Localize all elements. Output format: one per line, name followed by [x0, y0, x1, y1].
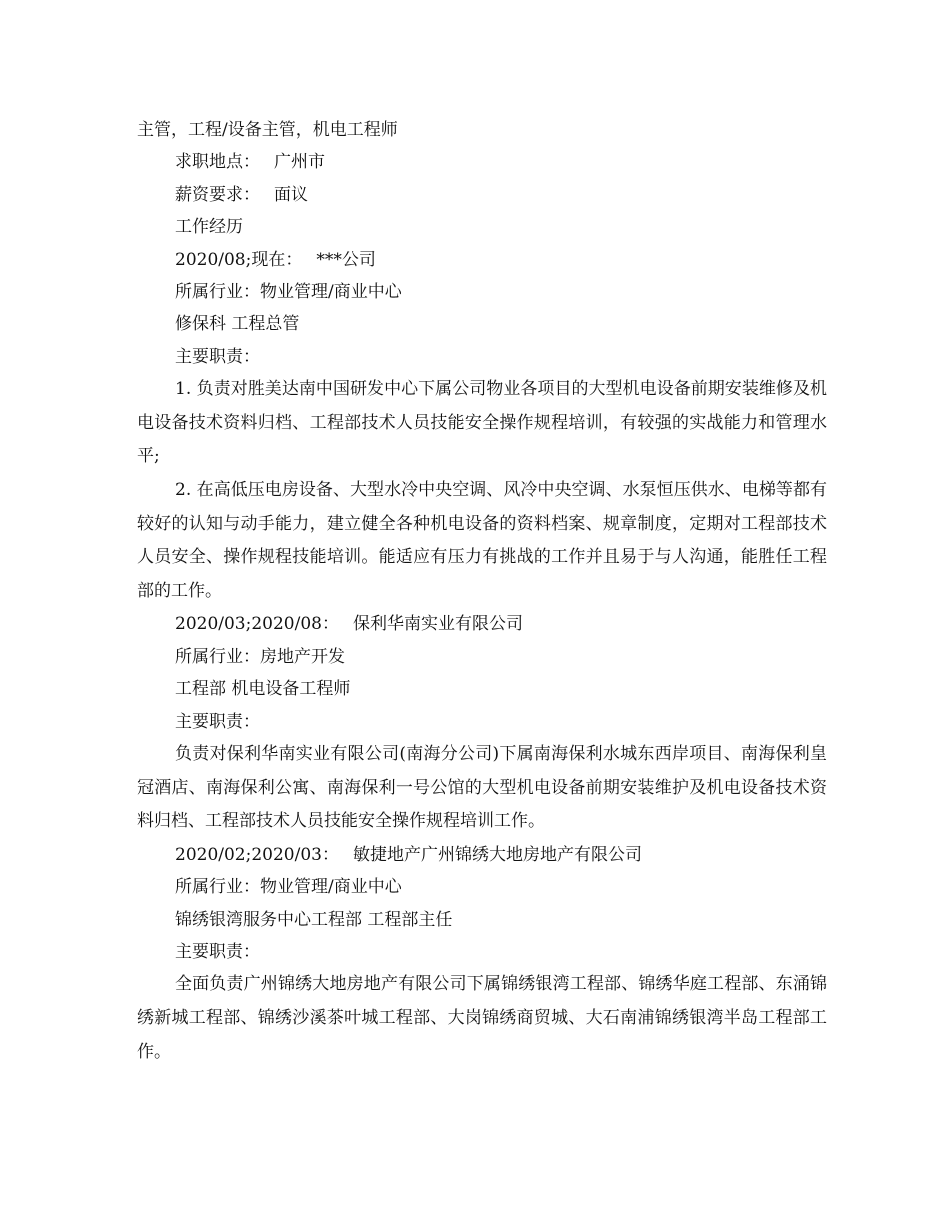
job-location-label: 求职地点： — [175, 152, 260, 173]
job3-period: 2020/02;2020/03： — [175, 844, 339, 865]
job2-duties-label: 主要职责： — [175, 711, 260, 732]
job3-period-line — [137, 839, 827, 871]
section-work-experience: 工作经历 — [175, 217, 243, 238]
job3-industry: 所属行业：物业管理/商业中心 — [175, 877, 402, 898]
job1-industry: 所属行业：物业管理/商业中心 — [175, 282, 402, 303]
salary-label: 薪资要求： — [175, 184, 260, 205]
job1-period: 2020/08;现在： — [175, 249, 303, 270]
job2-duty: 负责对保利华南实业有限公司(南海分公司)下属南海保利水城东西岸项目、南海保利皇冠酒店、南海保利公寓、南海保利一号公馆的大型机电设备前期安装维护及机电设备技术资料归档、工程部技术人员技能安全操作规程培训工作。 — [137, 744, 827, 832]
resume-content — [137, 114, 827, 1069]
job3-duties-label: 主要职责： — [175, 942, 260, 963]
job2-period: 2020/03;2020/08： — [175, 614, 339, 635]
job3-duty: 全面负责广州锦绣大地房地产有限公司下属锦绣银湾工程部、锦绣华庭工程部、东涌锦绣新城工程部、锦绣沙溪茶叶城工程部、大岗锦绣商贸城、大石南浦锦绣银湾半岛工程部工作。 — [137, 974, 827, 1062]
job1-duty-2: 2. 在高低压电房设备、大型水冷中央空调、风冷中央空调、水泵恒压供水、电梯等都有较好的认知与动手能力，建立健全各种机电设备的资料档案、规章制度，定期对工程部技术人员安全、操作规程技能培训。能适应有压力有挑战的工作并且易于与人沟通，能胜任工程部的工作。 — [137, 480, 827, 601]
salary-line — [137, 179, 827, 211]
job1-period-line — [137, 244, 827, 276]
job2-department: 工程部 机电设备工程师 — [175, 679, 351, 700]
job1-duties-label: 主要职责： — [175, 346, 260, 367]
job1-department: 修保科 工程总管 — [175, 314, 300, 335]
position-continuation: 主管，工程/设备主管，机电工程师 — [137, 120, 398, 140]
job-location-value: 广州市 — [274, 152, 325, 173]
job-location-line — [137, 146, 827, 178]
job2-period-line — [137, 608, 827, 640]
job2-company: 保利华南实业有限公司 — [352, 614, 523, 635]
salary-value: 面议 — [274, 184, 308, 205]
job1-company: ***公司 — [316, 249, 376, 270]
job3-department: 锦绣银湾服务中心工程部 工程部主任 — [175, 909, 453, 930]
job1-duty-1: 1. 负责对胜美达南中国研发中心下属公司物业各项目的大型机电设备前期安装维修及机电设备技术资料归档、工程部技术人员技能安全操作规程培训，有较强的实战能力和管理水平; — [137, 379, 827, 467]
job3-company: 敏捷地产广州锦绣大地房地产有限公司 — [352, 844, 642, 865]
job2-industry: 所属行业：房地产开发 — [175, 646, 345, 667]
